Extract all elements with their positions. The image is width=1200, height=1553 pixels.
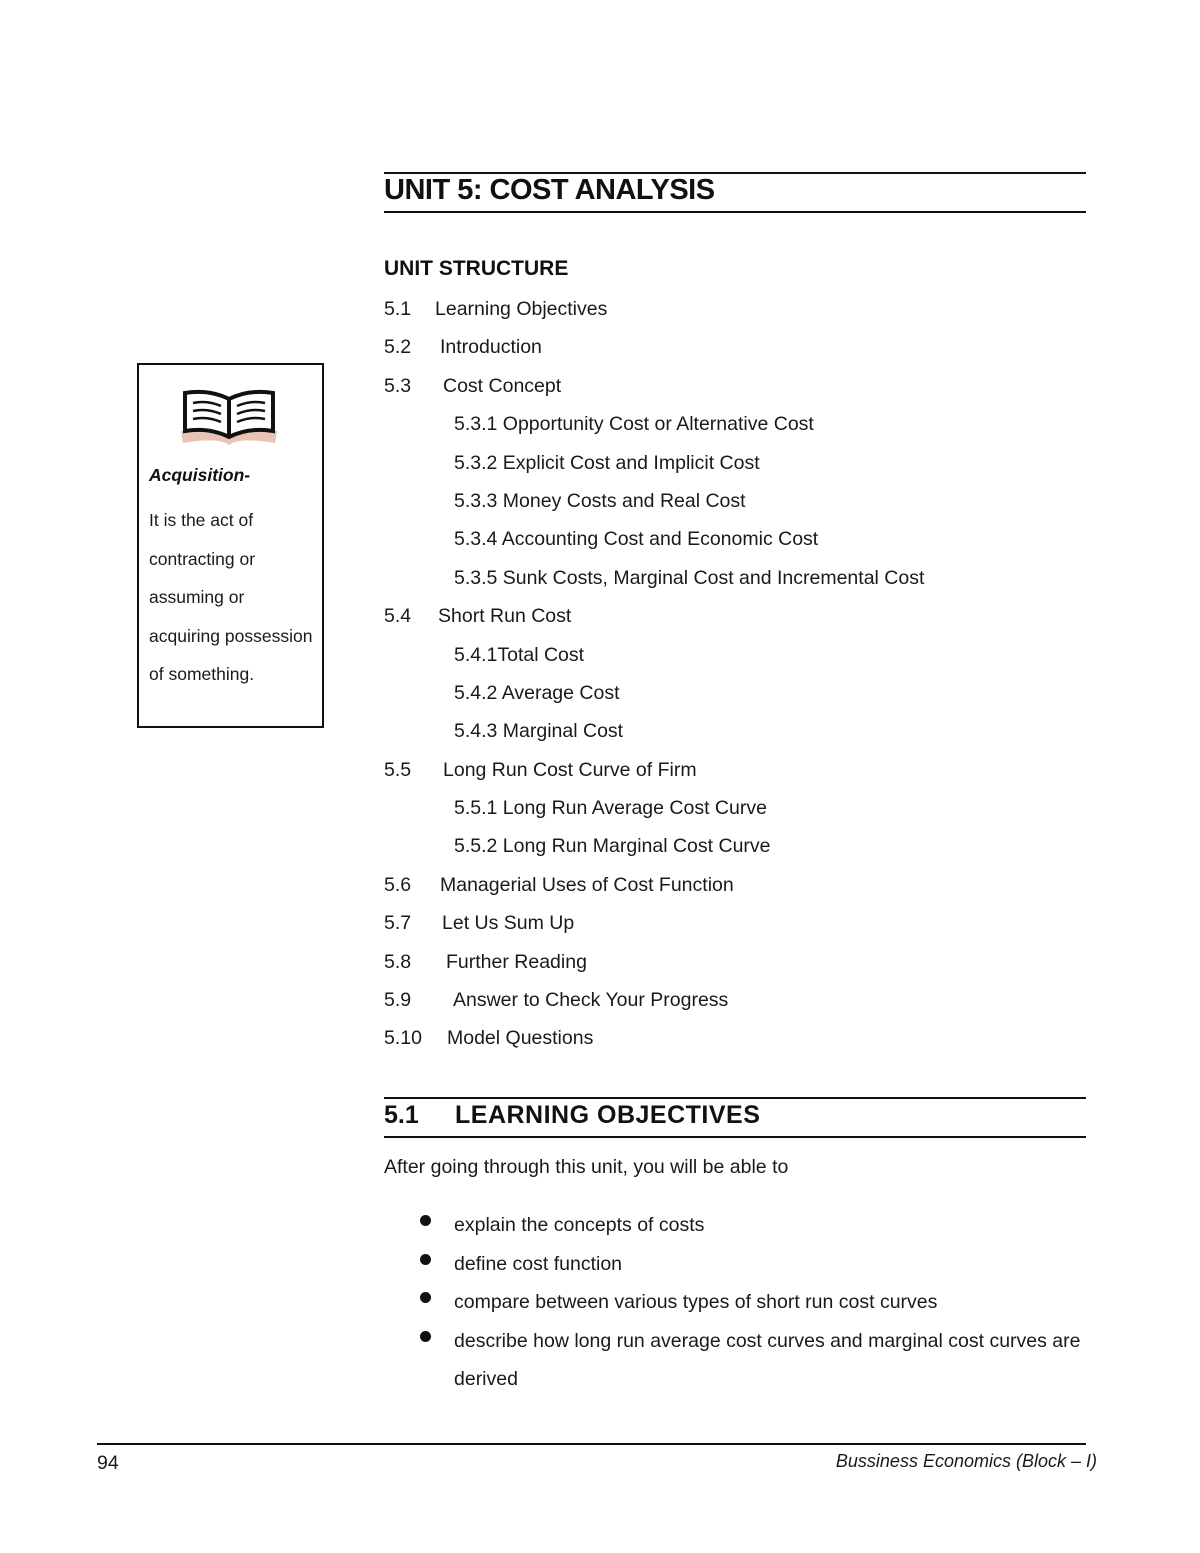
margin-note-box — [137, 363, 324, 728]
unit-structure-heading: UNIT STRUCTURE — [384, 257, 569, 280]
toc-item-label: 5.5.2 Long Run Marginal Cost Curve — [454, 835, 771, 858]
toc-item-label: Cost Concept — [443, 374, 562, 397]
toc-item-number: 5.3 — [384, 374, 412, 397]
margin-note-term: Acquisition- — [149, 465, 251, 485]
objective-text: define cost function — [454, 1252, 623, 1275]
toc-item-label: 5.3.5 Sunk Costs, Marginal Cost and Incremental Cost — [454, 566, 925, 589]
toc-item-label: Long Run Cost Curve of Firm — [443, 758, 697, 781]
toc-item-label: 5.3.4 Accounting Cost and Economic Cost — [454, 528, 819, 551]
toc-item-label: Let Us Sum Up — [442, 912, 575, 935]
open-book-icon — [179, 387, 279, 447]
toc-item-label: 5.4.3 Marginal Cost — [454, 720, 624, 743]
objectives-list — [420, 1206, 1084, 1399]
unit-title: UNIT 5: COST ANALYSIS — [384, 174, 715, 206]
page-number: 94 — [97, 1452, 119, 1474]
toc-item-label: 5.3.2 Explicit Cost and Implicit Cost — [454, 451, 760, 474]
objective-text: compare between various types of short run cost curves — [454, 1291, 938, 1313]
toc-item-number: 5.4 — [384, 605, 412, 628]
toc-item-number: 5.10 — [384, 1027, 422, 1050]
toc-item-number: 5.8 — [384, 950, 412, 973]
objective-item — [420, 1322, 1084, 1399]
toc-item-label: 5.3.1 Opportunity Cost or Alternative Cost — [454, 413, 814, 436]
objective-item — [420, 1283, 1084, 1322]
objectives-bottom-rule — [384, 1136, 1086, 1138]
toc-item-label: Further Reading — [446, 950, 587, 973]
toc-item-number: 5.1 — [384, 298, 412, 320]
toc-item-label: Managerial Uses of Cost Function — [440, 873, 734, 896]
bullet-icon — [420, 1215, 431, 1226]
toc-item-number: 5.6 — [384, 873, 412, 896]
footer-book-title: Bussiness Economics (Block – I) — [835, 1451, 1097, 1471]
toc-item-label: 5.3.3 Money Costs and Real Cost — [454, 489, 746, 512]
objectives-heading-number: 5.1 — [384, 1101, 419, 1129]
unit-title-bottom-rule — [384, 211, 1086, 213]
margin-note-definition: It is the act of contracting or assuming or acquiring possession of something. — [149, 510, 313, 684]
bullet-icon — [420, 1292, 431, 1303]
toc-item-number: 5.5 — [384, 758, 412, 781]
footer-rule — [97, 1443, 1086, 1445]
toc-item-label: Answer to Check Your Progress — [453, 989, 729, 1012]
objective-text: describe how long run average cost curves and marginal cost curves are derived — [454, 1329, 1081, 1390]
objectives-top-rule — [384, 1097, 1086, 1099]
objectives-heading-text: LEARNING OBJECTIVES — [455, 1101, 761, 1129]
objective-text: explain the concepts of costs — [454, 1214, 705, 1236]
bullet-icon — [420, 1331, 431, 1342]
objective-item — [420, 1206, 1084, 1245]
objectives-intro: After going through this unit, you will be able to — [384, 1156, 789, 1178]
toc-item-label: 5.5.1 Long Run Average Cost Curve — [454, 797, 767, 820]
toc-item-label: Introduction — [440, 336, 542, 359]
toc-item-number: 5.2 — [384, 336, 412, 359]
toc-item-label: 5.4.2 Average Cost — [454, 681, 620, 704]
toc-item-label: Learning Objectives — [435, 298, 608, 320]
toc-item-label: Model Questions — [447, 1027, 594, 1050]
toc-item-number: 5.7 — [384, 912, 412, 935]
toc-item-label: Short Run Cost — [438, 605, 572, 628]
toc-item-number: 5.9 — [384, 989, 412, 1012]
bullet-icon — [420, 1254, 431, 1265]
toc-item-label: 5.4.1Total Cost — [454, 643, 585, 666]
objective-item — [420, 1245, 1084, 1284]
